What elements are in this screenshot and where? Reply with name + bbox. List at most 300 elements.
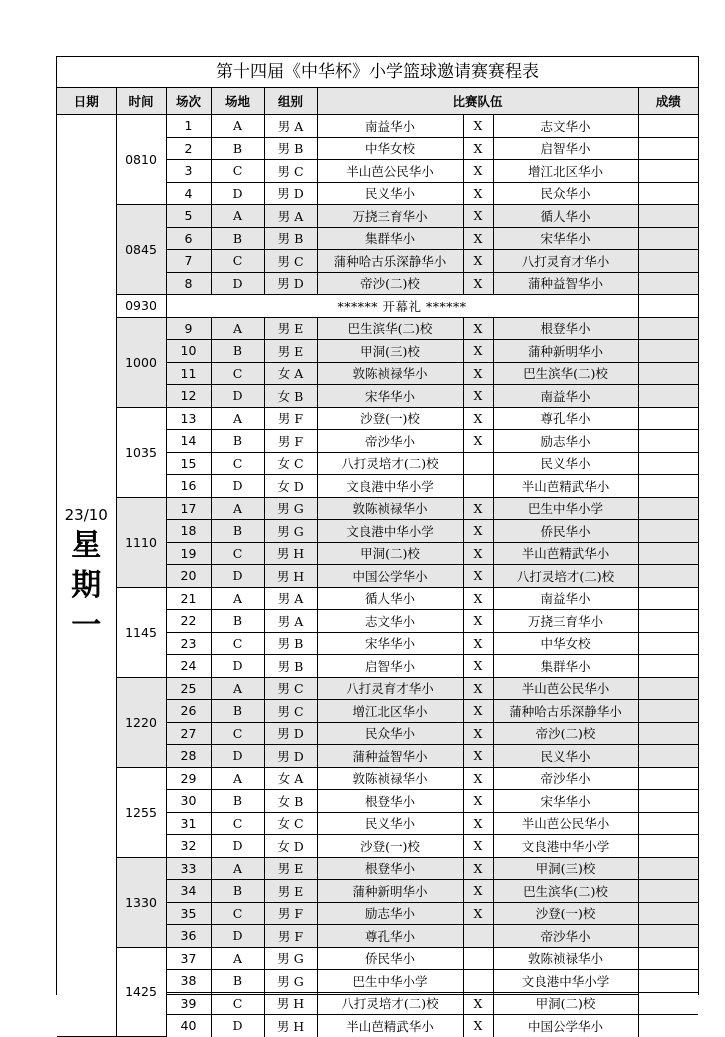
away-team: 民众华小 (493, 182, 638, 205)
vs-marker: X (463, 137, 493, 160)
match-number: 31 (166, 812, 211, 835)
home-team: 民众华小 (317, 722, 463, 745)
result-cell (638, 340, 698, 363)
vs-marker: X (463, 430, 493, 453)
court-cell: B (211, 610, 264, 633)
home-team: 南益华小 (317, 115, 463, 138)
away-team: 民义华小 (493, 745, 638, 768)
weekday-char: 期 (71, 567, 102, 603)
time-cell: 1145 (116, 587, 166, 677)
court-cell: D (211, 925, 264, 948)
match-row (57, 947, 698, 970)
group-cell: 男 A (264, 115, 317, 138)
away-team: 帝沙华小 (493, 767, 638, 790)
result-cell (638, 160, 698, 183)
away-team: 蒲种益智华小 (493, 272, 638, 295)
court-cell: B (211, 430, 264, 453)
away-team: 增江北区华小 (493, 160, 638, 183)
away-team: 巴生中华小学 (493, 497, 638, 520)
vs-marker: X (463, 857, 493, 880)
court-cell: D (211, 745, 264, 768)
vs-marker: X (463, 182, 493, 205)
vs-marker: X (463, 542, 493, 565)
court-cell: A (211, 407, 264, 430)
vs-marker: X (463, 722, 493, 745)
result-cell (638, 880, 698, 903)
schedule-table (57, 88, 698, 1037)
home-team: 根登华小 (317, 790, 463, 813)
result-cell (638, 565, 698, 588)
group-cell: 男 F (264, 925, 317, 948)
group-cell: 男 B (264, 632, 317, 655)
home-team: 沙登(一)校 (317, 835, 463, 858)
away-team: 半山芭公民华小 (493, 677, 638, 700)
result-cell (638, 902, 698, 925)
match-number: 34 (166, 880, 211, 903)
court-cell: C (211, 452, 264, 475)
result-cell (638, 542, 698, 565)
group-cell: 男 B (264, 227, 317, 250)
group-cell: 男 E (264, 340, 317, 363)
vs-marker: X (463, 272, 493, 295)
away-team: 文良港中华小学 (493, 835, 638, 858)
match-row (57, 115, 698, 138)
match-number: 24 (166, 655, 211, 678)
vs-marker: X (463, 992, 493, 1015)
result-cell (638, 182, 698, 205)
group-cell: 女 A (264, 362, 317, 385)
result-cell (638, 430, 698, 453)
group-cell: 男 H (264, 542, 317, 565)
home-team: 民义华小 (317, 812, 463, 835)
result-cell (638, 700, 698, 723)
match-number: 33 (166, 857, 211, 880)
group-cell: 男 E (264, 857, 317, 880)
group-cell: 女 B (264, 385, 317, 408)
group-cell: 男 C (264, 160, 317, 183)
vs-marker (463, 970, 493, 993)
vs-marker: X (463, 362, 493, 385)
home-team: 敦陈祯禄华小 (317, 362, 463, 385)
away-team: 帝沙(二)校 (493, 722, 638, 745)
home-team: 励志华小 (317, 902, 463, 925)
group-cell: 男 E (264, 880, 317, 903)
home-team: 沙登(一)校 (317, 407, 463, 430)
vs-marker: X (463, 205, 493, 228)
match-number: 3 (166, 160, 211, 183)
court-cell: A (211, 317, 264, 340)
result-cell (638, 295, 698, 318)
result-cell (638, 835, 698, 858)
court-cell: B (211, 137, 264, 160)
date-block (57, 506, 116, 646)
time-cell: 1035 (116, 407, 166, 497)
vs-marker: X (463, 160, 493, 183)
result-cell (638, 767, 698, 790)
match-number: 26 (166, 700, 211, 723)
match-number: 1 (166, 115, 211, 138)
home-team: 志文华小 (317, 610, 463, 633)
ceremony-row (57, 295, 698, 318)
home-team: 民义华小 (317, 182, 463, 205)
match-number: 32 (166, 835, 211, 858)
vs-marker: X (463, 340, 493, 363)
group-cell: 男 A (264, 587, 317, 610)
vs-marker: X (463, 812, 493, 835)
home-team: 增江北区华小 (317, 700, 463, 723)
match-number: 17 (166, 497, 211, 520)
match-number: 7 (166, 250, 211, 273)
away-team: 志文华小 (493, 115, 638, 138)
group-cell: 女 D (264, 835, 317, 858)
vs-marker: X (463, 1015, 493, 1037)
away-team: 甲洞(二)校 (493, 992, 638, 1015)
header-teams: 比赛队伍 (317, 88, 638, 115)
group-cell: 男 B (264, 655, 317, 678)
away-team: 中国公学华小 (493, 1015, 638, 1037)
match-number: 9 (166, 317, 211, 340)
away-team: 集群华小 (493, 655, 638, 678)
header-venue: 场地 (211, 88, 264, 115)
home-team: 中华女校 (317, 137, 463, 160)
home-team: 万挠三育华小 (317, 205, 463, 228)
match-number: 22 (166, 610, 211, 633)
date-cell (57, 115, 116, 1037)
home-team: 帝沙华小 (317, 430, 463, 453)
time-cell: 0810 (116, 115, 166, 205)
match-row (57, 407, 698, 430)
match-row (57, 205, 698, 228)
away-team: 沙登(一)校 (493, 902, 638, 925)
home-team: 宋华华小 (317, 385, 463, 408)
home-team: 侨民华小 (317, 947, 463, 970)
vs-marker: X (463, 632, 493, 655)
group-cell: 男 C (264, 250, 317, 273)
match-number: 40 (166, 1015, 211, 1037)
ceremony-time: 0930 (116, 295, 166, 318)
vs-marker: X (463, 250, 493, 273)
result-cell (638, 407, 698, 430)
result-cell (638, 857, 698, 880)
result-cell (638, 925, 698, 948)
home-team: 半山芭公民华小 (317, 160, 463, 183)
match-number: 19 (166, 542, 211, 565)
result-cell (638, 970, 698, 993)
time-cell: 1110 (116, 497, 166, 587)
away-team: 中华女校 (493, 632, 638, 655)
home-team: 宋华华小 (317, 632, 463, 655)
court-cell: D (211, 835, 264, 858)
vs-marker: X (463, 407, 493, 430)
court-cell: B (211, 340, 264, 363)
court-cell: C (211, 812, 264, 835)
group-cell: 男 A (264, 610, 317, 633)
court-cell: C (211, 160, 264, 183)
vs-marker: X (463, 745, 493, 768)
away-team: 蒲种新明华小 (493, 340, 638, 363)
home-team: 集群华小 (317, 227, 463, 250)
result-cell (638, 812, 698, 835)
header-time: 时间 (116, 88, 166, 115)
away-team: 循人华小 (493, 205, 638, 228)
court-cell: A (211, 677, 264, 700)
court-cell: C (211, 362, 264, 385)
court-cell: B (211, 520, 264, 543)
vs-marker: X (463, 790, 493, 813)
result-cell (638, 115, 698, 138)
court-cell: C (211, 902, 264, 925)
home-team: 甲洞(三)校 (317, 340, 463, 363)
result-cell (638, 587, 698, 610)
away-team: 宋华华小 (493, 227, 638, 250)
vs-marker: X (463, 677, 493, 700)
header-row (57, 88, 698, 115)
match-row (57, 857, 698, 880)
match-number: 27 (166, 722, 211, 745)
match-number: 36 (166, 925, 211, 948)
match-row (57, 497, 698, 520)
court-cell: A (211, 115, 264, 138)
away-team: 半山芭公民华小 (493, 812, 638, 835)
result-cell (638, 250, 698, 273)
home-team: 八打灵培才(二)校 (317, 452, 463, 475)
match-number: 15 (166, 452, 211, 475)
result-cell (638, 497, 698, 520)
home-team: 根登华小 (317, 857, 463, 880)
court-cell: B (211, 970, 264, 993)
away-team: 根登华小 (493, 317, 638, 340)
away-team: 启智华小 (493, 137, 638, 160)
result-cell (638, 745, 698, 768)
result-cell (638, 790, 698, 813)
away-team: 励志华小 (493, 430, 638, 453)
court-cell: A (211, 767, 264, 790)
away-team: 敦陈祯禄华小 (493, 947, 638, 970)
result-cell (638, 452, 698, 475)
vs-marker: X (463, 835, 493, 858)
court-cell: B (211, 700, 264, 723)
away-team: 尊孔华小 (493, 407, 638, 430)
home-team: 帝沙(二)校 (317, 272, 463, 295)
header-result: 成绩 (638, 88, 698, 115)
group-cell: 男 G (264, 520, 317, 543)
away-team: 半山芭精武华小 (493, 475, 638, 498)
away-team: 南益华小 (493, 385, 638, 408)
court-cell: C (211, 250, 264, 273)
group-cell: 女 A (264, 767, 317, 790)
court-cell: C (211, 542, 264, 565)
group-cell: 男 G (264, 947, 317, 970)
court-cell: D (211, 385, 264, 408)
court-cell: A (211, 587, 264, 610)
vs-marker: X (463, 587, 493, 610)
home-team: 八打灵培才(二)校 (317, 992, 463, 1015)
court-cell: A (211, 947, 264, 970)
page-title: 第十四届《中华杯》小学篮球邀请赛赛程表 (57, 57, 698, 88)
vs-marker: X (463, 497, 493, 520)
group-cell: 男 G (264, 970, 317, 993)
vs-marker: X (463, 385, 493, 408)
match-number: 21 (166, 587, 211, 610)
away-team: 八打灵育才华小 (493, 250, 638, 273)
group-cell: 男 H (264, 992, 317, 1015)
home-team: 敦陈祯禄华小 (317, 497, 463, 520)
home-team: 蒲种新明华小 (317, 880, 463, 903)
match-number: 28 (166, 745, 211, 768)
result-cell (638, 947, 698, 970)
group-cell: 男 F (264, 902, 317, 925)
match-row (57, 677, 698, 700)
match-number: 10 (166, 340, 211, 363)
time-cell: 1255 (116, 767, 166, 857)
result-cell (638, 520, 698, 543)
group-cell: 男 B (264, 137, 317, 160)
away-team: 蒲种哈古乐深静华小 (493, 700, 638, 723)
match-number: 37 (166, 947, 211, 970)
away-team: 甲洞(三)校 (493, 857, 638, 880)
away-team: 侨民华小 (493, 520, 638, 543)
vs-marker: X (463, 655, 493, 678)
group-cell: 男 F (264, 407, 317, 430)
time-cell: 0845 (116, 205, 166, 295)
result-cell (638, 1015, 698, 1037)
home-team: 中国公学华小 (317, 565, 463, 588)
vs-marker: X (463, 565, 493, 588)
home-team: 文良港中华小学 (317, 475, 463, 498)
vs-marker: X (463, 317, 493, 340)
court-cell: A (211, 497, 264, 520)
match-number: 8 (166, 272, 211, 295)
match-number: 5 (166, 205, 211, 228)
vs-marker (463, 925, 493, 948)
match-row (57, 587, 698, 610)
court-cell: B (211, 880, 264, 903)
home-team: 八打灵育才华小 (317, 677, 463, 700)
weekday-char: 星 (71, 527, 102, 563)
time-cell: 1425 (116, 947, 166, 1037)
away-team: 万挠三育华小 (493, 610, 638, 633)
home-team: 巴生滨华(二)校 (317, 317, 463, 340)
away-team: 宋华华小 (493, 790, 638, 813)
match-number: 16 (166, 475, 211, 498)
result-cell (638, 227, 698, 250)
court-cell: D (211, 475, 264, 498)
match-number: 38 (166, 970, 211, 993)
away-team: 巴生滨华(二)校 (493, 880, 638, 903)
time-cell: 1220 (116, 677, 166, 767)
match-number: 20 (166, 565, 211, 588)
date-number: 23/10 (64, 505, 108, 524)
result-cell (638, 205, 698, 228)
ceremony-text: ****** 开幕礼 ****** (166, 295, 638, 318)
home-team: 敦陈祯禄华小 (317, 767, 463, 790)
result-cell (638, 362, 698, 385)
court-cell: D (211, 182, 264, 205)
away-team: 民义华小 (493, 452, 638, 475)
vs-marker: X (463, 880, 493, 903)
result-cell (638, 722, 698, 745)
header-date: 日期 (57, 88, 116, 115)
court-cell: D (211, 655, 264, 678)
header-group: 组别 (264, 88, 317, 115)
court-cell: D (211, 1015, 264, 1037)
home-team: 蒲种益智华小 (317, 745, 463, 768)
result-cell (638, 272, 698, 295)
court-cell: B (211, 790, 264, 813)
group-cell: 男 C (264, 677, 317, 700)
court-cell: C (211, 722, 264, 745)
court-cell: A (211, 205, 264, 228)
home-team: 半山芭精武华小 (317, 1015, 463, 1037)
header-match-no: 场次 (166, 88, 211, 115)
match-number: 2 (166, 137, 211, 160)
away-team: 八打灵培才(二)校 (493, 565, 638, 588)
result-cell (638, 610, 698, 633)
match-number: 11 (166, 362, 211, 385)
group-cell: 男 C (264, 700, 317, 723)
vs-marker: X (463, 227, 493, 250)
match-number: 13 (166, 407, 211, 430)
home-team: 蒲种哈古乐深静华小 (317, 250, 463, 273)
schedule-sheet (56, 56, 699, 1034)
away-team: 巴生滨华(二)校 (493, 362, 638, 385)
group-cell: 女 C (264, 812, 317, 835)
result-cell (638, 992, 698, 1015)
group-cell: 男 D (264, 182, 317, 205)
home-team: 巴生中华小学 (317, 970, 463, 993)
match-number: 6 (166, 227, 211, 250)
away-team: 半山芭精武华小 (493, 542, 638, 565)
home-team: 尊孔华小 (317, 925, 463, 948)
match-number: 23 (166, 632, 211, 655)
vs-marker (463, 452, 493, 475)
match-row (57, 767, 698, 790)
match-number: 30 (166, 790, 211, 813)
match-row (57, 317, 698, 340)
home-team: 甲洞(二)校 (317, 542, 463, 565)
home-team: 文良港中华小学 (317, 520, 463, 543)
home-team: 循人华小 (317, 587, 463, 610)
court-cell: D (211, 272, 264, 295)
group-cell: 女 C (264, 452, 317, 475)
vs-marker: X (463, 610, 493, 633)
away-team: 帝沙华小 (493, 925, 638, 948)
match-number: 25 (166, 677, 211, 700)
result-cell (638, 632, 698, 655)
result-cell (638, 137, 698, 160)
match-number: 29 (166, 767, 211, 790)
vs-marker: X (463, 700, 493, 723)
result-cell (638, 475, 698, 498)
vs-marker (463, 947, 493, 970)
match-number: 35 (166, 902, 211, 925)
match-number: 39 (166, 992, 211, 1015)
vs-marker: X (463, 767, 493, 790)
vs-marker: X (463, 902, 493, 925)
court-cell: C (211, 632, 264, 655)
result-cell (638, 385, 698, 408)
group-cell: 女 D (264, 475, 317, 498)
time-cell: 1000 (116, 317, 166, 407)
result-cell (638, 655, 698, 678)
group-cell: 女 B (264, 790, 317, 813)
vs-marker: X (463, 520, 493, 543)
court-cell: D (211, 565, 264, 588)
vs-marker: X (463, 115, 493, 138)
match-number: 4 (166, 182, 211, 205)
group-cell: 男 H (264, 1015, 317, 1037)
vs-marker (463, 475, 493, 498)
